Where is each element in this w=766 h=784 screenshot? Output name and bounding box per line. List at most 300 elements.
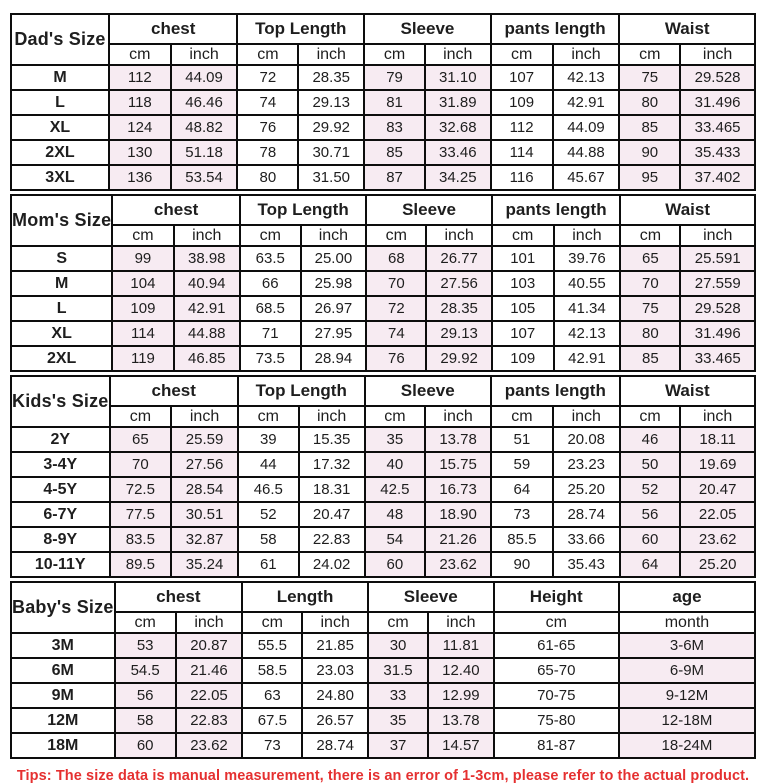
- table-row: [11, 321, 755, 346]
- size-value-cell: 54: [365, 527, 426, 552]
- table-row: [11, 477, 755, 502]
- size-value-cell: 34.25: [425, 165, 491, 190]
- size-value-cell: 28.54: [171, 477, 238, 502]
- size-value-cell: 118: [109, 90, 171, 115]
- table-row: [11, 115, 755, 140]
- size-value-cell: 75: [619, 65, 680, 90]
- size-value-cell: 87: [364, 165, 425, 190]
- unit-header: inch: [176, 612, 242, 633]
- column-header: pants length: [492, 195, 620, 225]
- size-value-cell: 22.83: [176, 708, 242, 733]
- size-value-cell: 31.89: [425, 90, 491, 115]
- table-row: [11, 271, 755, 296]
- size-value-cell: 33.46: [425, 140, 491, 165]
- size-value-cell: 28.35: [298, 65, 364, 90]
- section-label-babys: Baby's Size: [11, 582, 115, 633]
- size-value-cell: 40.94: [174, 271, 240, 296]
- size-value-cell: 60: [620, 527, 681, 552]
- size-value-cell: 29.92: [426, 346, 491, 371]
- size-value-cell: 38.98: [174, 246, 240, 271]
- size-value-cell: 59: [491, 452, 553, 477]
- table-row: [11, 427, 755, 452]
- column-header: age: [619, 582, 755, 612]
- table-row: [11, 658, 755, 683]
- size-value-cell: 29.528: [680, 296, 755, 321]
- column-header: Sleeve: [365, 376, 491, 406]
- row-size-label: XL: [11, 321, 112, 346]
- size-value-cell: 18-24M: [619, 733, 755, 758]
- size-value-cell: 42.91: [553, 90, 620, 115]
- size-value-cell: 20.08: [553, 427, 620, 452]
- size-value-cell: 33.465: [680, 115, 755, 140]
- size-value-cell: 112: [491, 115, 553, 140]
- size-value-cell: 77.5: [110, 502, 172, 527]
- size-value-cell: 22.83: [299, 527, 365, 552]
- size-value-cell: 74: [366, 321, 426, 346]
- unit-header: cm: [242, 612, 302, 633]
- size-value-cell: 28.74: [302, 733, 367, 758]
- table-row: [11, 246, 755, 271]
- row-size-label: L: [11, 90, 109, 115]
- unit-header: cm: [238, 406, 299, 427]
- size-value-cell: 99: [112, 246, 173, 271]
- unit-header: inch: [553, 406, 620, 427]
- size-value-cell: 65: [110, 427, 172, 452]
- size-value-cell: 42.91: [554, 346, 621, 371]
- size-value-cell: 63: [242, 683, 302, 708]
- size-value-cell: 30: [368, 633, 428, 658]
- size-value-cell: 31.496: [680, 321, 755, 346]
- size-value-cell: 70: [366, 271, 426, 296]
- size-value-cell: 23.62: [176, 733, 242, 758]
- size-value-cell: 65-70: [494, 658, 619, 683]
- size-value-cell: 124: [109, 115, 171, 140]
- size-value-cell: 25.20: [680, 552, 755, 577]
- unit-header: cm: [620, 406, 681, 427]
- table-row: [11, 708, 755, 733]
- size-value-cell: 104: [112, 271, 173, 296]
- size-value-cell: 31.50: [298, 165, 364, 190]
- size-value-cell: 20.87: [176, 633, 242, 658]
- unit-header: inch: [298, 44, 364, 65]
- size-value-cell: 28.35: [426, 296, 491, 321]
- unit-header: inch: [171, 44, 238, 65]
- size-value-cell: 73: [242, 733, 302, 758]
- size-value-cell: 109: [112, 296, 173, 321]
- size-value-cell: 35.433: [680, 140, 755, 165]
- size-value-cell: 18.90: [425, 502, 491, 527]
- size-value-cell: 25.00: [301, 246, 367, 271]
- size-value-cell: 18.11: [680, 427, 755, 452]
- size-value-cell: 58: [238, 527, 299, 552]
- size-value-cell: 112: [109, 65, 171, 90]
- unit-header: cm: [368, 612, 428, 633]
- size-value-cell: 20.47: [680, 477, 755, 502]
- row-size-label: 3-4Y: [11, 452, 110, 477]
- size-value-cell: 75: [620, 296, 680, 321]
- size-value-cell: 27.95: [301, 321, 367, 346]
- size-value-cell: 60: [365, 552, 426, 577]
- size-value-cell: 56: [620, 502, 681, 527]
- size-value-cell: 61: [238, 552, 299, 577]
- unit-header: cm: [619, 44, 680, 65]
- table-row: [11, 165, 755, 190]
- table-row: [11, 90, 755, 115]
- unit-header: cm: [364, 44, 425, 65]
- unit-header: cm: [366, 225, 426, 246]
- column-header: chest: [112, 195, 240, 225]
- size-value-cell: 119: [112, 346, 173, 371]
- table-row: [11, 552, 755, 577]
- section-label-dads: Dad's Size: [11, 14, 109, 65]
- size-value-cell: 21.26: [425, 527, 491, 552]
- size-value-cell: 25.591: [680, 246, 755, 271]
- size-value-cell: 11.81: [428, 633, 493, 658]
- unit-header: cm: [237, 44, 298, 65]
- size-value-cell: 35: [368, 708, 428, 733]
- size-value-cell: 16.73: [425, 477, 491, 502]
- size-value-cell: 26.77: [426, 246, 491, 271]
- size-value-cell: 85: [619, 115, 680, 140]
- size-value-cell: 68.5: [240, 296, 301, 321]
- size-value-cell: 80: [619, 90, 680, 115]
- size-value-cell: 85: [620, 346, 680, 371]
- size-value-cell: 130: [109, 140, 171, 165]
- row-size-label: 6-7Y: [11, 502, 110, 527]
- size-value-cell: 114: [491, 140, 553, 165]
- size-value-cell: 30.71: [298, 140, 364, 165]
- row-size-label: L: [11, 296, 112, 321]
- row-size-label: 12M: [11, 708, 115, 733]
- row-size-label: 3M: [11, 633, 115, 658]
- size-value-cell: 107: [491, 65, 553, 90]
- size-value-cell: 44.88: [553, 140, 620, 165]
- column-header: pants length: [491, 14, 620, 44]
- size-value-cell: 74: [237, 90, 298, 115]
- size-value-cell: 27.559: [680, 271, 755, 296]
- size-value-cell: 60: [115, 733, 176, 758]
- size-value-cell: 44.09: [553, 115, 620, 140]
- table-row: [11, 452, 755, 477]
- size-value-cell: 48: [365, 502, 426, 527]
- row-size-label: XL: [11, 115, 109, 140]
- size-value-cell: 33.465: [680, 346, 755, 371]
- size-value-cell: 42.13: [554, 321, 621, 346]
- size-value-cell: 68: [366, 246, 426, 271]
- unit-header: inch: [425, 44, 491, 65]
- size-value-cell: 25.20: [553, 477, 620, 502]
- row-size-label: S: [11, 246, 112, 271]
- size-value-cell: 46.85: [174, 346, 240, 371]
- size-value-cell: 27.56: [171, 452, 238, 477]
- column-header: Top Length: [237, 14, 364, 44]
- row-size-label: 2Y: [11, 427, 110, 452]
- size-value-cell: 9-12M: [619, 683, 755, 708]
- size-value-cell: 53: [115, 633, 176, 658]
- size-value-cell: 63.5: [240, 246, 301, 271]
- size-table-kids: [10, 375, 756, 578]
- size-value-cell: 14.57: [428, 733, 493, 758]
- size-value-cell: 12.40: [428, 658, 493, 683]
- column-header: Waist: [620, 195, 755, 225]
- size-value-cell: 28.94: [301, 346, 367, 371]
- size-value-cell: 89.5: [110, 552, 172, 577]
- unit-header: cm: [620, 225, 680, 246]
- size-value-cell: 6-9M: [619, 658, 755, 683]
- unit-header: inch: [301, 225, 367, 246]
- table-row: [11, 65, 755, 90]
- size-tables-container: [10, 13, 756, 759]
- size-value-cell: 54.5: [115, 658, 176, 683]
- section-label-moms: Mom's Size: [11, 195, 112, 246]
- size-value-cell: 81-87: [494, 733, 619, 758]
- column-header: Top Length: [240, 195, 366, 225]
- size-value-cell: 46.5: [238, 477, 299, 502]
- unit-header: month: [619, 612, 755, 633]
- row-size-label: 10-11Y: [11, 552, 110, 577]
- size-value-cell: 29.92: [298, 115, 364, 140]
- size-value-cell: 65: [620, 246, 680, 271]
- size-value-cell: 53.54: [171, 165, 238, 190]
- size-value-cell: 46.46: [171, 90, 238, 115]
- size-value-cell: 22.05: [680, 502, 755, 527]
- unit-header: inch: [299, 406, 365, 427]
- size-value-cell: 109: [491, 90, 553, 115]
- size-value-cell: 46: [620, 427, 681, 452]
- table-row: [11, 502, 755, 527]
- size-value-cell: 85.5: [491, 527, 553, 552]
- size-value-cell: 56: [115, 683, 176, 708]
- size-value-cell: 26.57: [302, 708, 367, 733]
- size-value-cell: 66: [240, 271, 301, 296]
- size-value-cell: 23.62: [425, 552, 491, 577]
- size-value-cell: 85: [364, 140, 425, 165]
- section-label-kids: Kids's Size: [11, 376, 110, 427]
- size-value-cell: 51.18: [171, 140, 238, 165]
- size-value-cell: 31.5: [368, 658, 428, 683]
- row-size-label: 18M: [11, 733, 115, 758]
- unit-header: cm: [240, 225, 301, 246]
- size-value-cell: 32.87: [171, 527, 238, 552]
- size-value-cell: 45.67: [553, 165, 620, 190]
- size-value-cell: 39: [238, 427, 299, 452]
- size-value-cell: 103: [492, 271, 554, 296]
- size-value-cell: 70: [620, 271, 680, 296]
- row-size-label: 9M: [11, 683, 115, 708]
- table-row: [11, 296, 755, 321]
- column-header: Waist: [620, 376, 755, 406]
- size-table-babys: [10, 581, 756, 759]
- size-value-cell: 44.09: [171, 65, 238, 90]
- size-value-cell: 24.80: [302, 683, 367, 708]
- table-row: [11, 683, 755, 708]
- size-value-cell: 48.82: [171, 115, 238, 140]
- size-value-cell: 67.5: [242, 708, 302, 733]
- size-value-cell: 81: [364, 90, 425, 115]
- size-value-cell: 13.78: [425, 427, 491, 452]
- column-header: chest: [115, 582, 243, 612]
- size-value-cell: 29.13: [426, 321, 491, 346]
- unit-header: cm: [491, 44, 553, 65]
- unit-header: inch: [174, 225, 240, 246]
- size-value-cell: 114: [112, 321, 173, 346]
- column-header: Height: [494, 582, 619, 612]
- size-value-cell: 71: [240, 321, 301, 346]
- size-value-cell: 116: [491, 165, 553, 190]
- size-value-cell: 23.62: [680, 527, 755, 552]
- column-header: Length: [242, 582, 368, 612]
- size-value-cell: 21.85: [302, 633, 367, 658]
- size-value-cell: 42.5: [365, 477, 426, 502]
- table-row: [11, 346, 755, 371]
- unit-header: inch: [171, 406, 238, 427]
- size-value-cell: 23.03: [302, 658, 367, 683]
- size-value-cell: 44.88: [174, 321, 240, 346]
- size-table-dads: [10, 13, 756, 191]
- size-value-cell: 39.76: [554, 246, 621, 271]
- unit-header: inch: [425, 406, 491, 427]
- size-value-cell: 30.51: [171, 502, 238, 527]
- size-value-cell: 51: [491, 427, 553, 452]
- size-value-cell: 21.46: [176, 658, 242, 683]
- size-value-cell: 105: [492, 296, 554, 321]
- unit-header: inch: [680, 225, 755, 246]
- column-header: chest: [109, 14, 238, 44]
- unit-header: cm: [110, 406, 172, 427]
- row-size-label: 8-9Y: [11, 527, 110, 552]
- size-table-moms: [10, 194, 756, 372]
- column-header: Sleeve: [368, 582, 494, 612]
- size-value-cell: 40.55: [554, 271, 621, 296]
- size-value-cell: 20.47: [299, 502, 365, 527]
- unit-header: inch: [302, 612, 367, 633]
- size-value-cell: 29.528: [680, 65, 755, 90]
- size-value-cell: 80: [237, 165, 298, 190]
- table-row: [11, 527, 755, 552]
- size-value-cell: 78: [237, 140, 298, 165]
- size-value-cell: 72: [366, 296, 426, 321]
- size-value-cell: 75-80: [494, 708, 619, 733]
- size-value-cell: 32.68: [425, 115, 491, 140]
- size-value-cell: 61-65: [494, 633, 619, 658]
- size-value-cell: 107: [492, 321, 554, 346]
- unit-header: cm: [491, 406, 553, 427]
- size-value-cell: 73: [491, 502, 553, 527]
- size-value-cell: 29.13: [298, 90, 364, 115]
- unit-header: inch: [680, 406, 755, 427]
- unit-header: cm: [494, 612, 619, 633]
- unit-header: cm: [365, 406, 426, 427]
- size-value-cell: 31.496: [680, 90, 755, 115]
- size-value-cell: 70: [110, 452, 172, 477]
- size-value-cell: 22.05: [176, 683, 242, 708]
- unit-header: inch: [553, 44, 620, 65]
- row-size-label: 4-5Y: [11, 477, 110, 502]
- column-header: pants length: [491, 376, 620, 406]
- row-size-label: M: [11, 65, 109, 90]
- size-value-cell: 64: [491, 477, 553, 502]
- size-value-cell: 136: [109, 165, 171, 190]
- size-value-cell: 18.31: [299, 477, 365, 502]
- size-value-cell: 15.35: [299, 427, 365, 452]
- size-value-cell: 95: [619, 165, 680, 190]
- size-value-cell: 31.10: [425, 65, 491, 90]
- row-size-label: 3XL: [11, 165, 109, 190]
- size-value-cell: 27.56: [426, 271, 491, 296]
- row-size-label: 2XL: [11, 140, 109, 165]
- size-value-cell: 76: [366, 346, 426, 371]
- size-value-cell: 35.24: [171, 552, 238, 577]
- unit-header: inch: [428, 612, 493, 633]
- unit-header: inch: [426, 225, 491, 246]
- size-value-cell: 58: [115, 708, 176, 733]
- size-value-cell: 52: [238, 502, 299, 527]
- size-value-cell: 58.5: [242, 658, 302, 683]
- column-header: Sleeve: [364, 14, 490, 44]
- size-value-cell: 12-18M: [619, 708, 755, 733]
- size-value-cell: 25.98: [301, 271, 367, 296]
- row-size-label: 2XL: [11, 346, 112, 371]
- size-value-cell: 23.23: [553, 452, 620, 477]
- size-value-cell: 41.34: [554, 296, 621, 321]
- size-value-cell: 50: [620, 452, 681, 477]
- size-value-cell: 28.74: [553, 502, 620, 527]
- size-value-cell: 12.99: [428, 683, 493, 708]
- row-size-label: M: [11, 271, 112, 296]
- size-value-cell: 33: [368, 683, 428, 708]
- size-value-cell: 101: [492, 246, 554, 271]
- column-header: Waist: [619, 14, 755, 44]
- size-value-cell: 76: [237, 115, 298, 140]
- size-value-cell: 24.02: [299, 552, 365, 577]
- unit-header: cm: [112, 225, 173, 246]
- size-value-cell: 109: [492, 346, 554, 371]
- table-row: [11, 733, 755, 758]
- size-value-cell: 52: [620, 477, 681, 502]
- size-value-cell: 72.5: [110, 477, 172, 502]
- size-value-cell: 35: [365, 427, 426, 452]
- size-value-cell: 37: [368, 733, 428, 758]
- size-value-cell: 79: [364, 65, 425, 90]
- table-row: [11, 140, 755, 165]
- unit-header: cm: [492, 225, 554, 246]
- row-size-label: 6M: [11, 658, 115, 683]
- unit-header: inch: [554, 225, 621, 246]
- size-value-cell: 37.402: [680, 165, 755, 190]
- size-value-cell: 80: [620, 321, 680, 346]
- size-value-cell: 64: [620, 552, 681, 577]
- size-value-cell: 19.69: [680, 452, 755, 477]
- size-value-cell: 3-6M: [619, 633, 755, 658]
- size-value-cell: 83.5: [110, 527, 172, 552]
- unit-header: cm: [115, 612, 176, 633]
- table-row: [11, 633, 755, 658]
- size-value-cell: 55.5: [242, 633, 302, 658]
- size-value-cell: 83: [364, 115, 425, 140]
- unit-header: inch: [680, 44, 755, 65]
- size-value-cell: 33.66: [553, 527, 620, 552]
- size-value-cell: 40: [365, 452, 426, 477]
- size-value-cell: 42.91: [174, 296, 240, 321]
- column-header: Top Length: [238, 376, 365, 406]
- size-value-cell: 42.13: [553, 65, 620, 90]
- size-value-cell: 44: [238, 452, 299, 477]
- size-value-cell: 90: [619, 140, 680, 165]
- size-value-cell: 25.59: [171, 427, 238, 452]
- size-value-cell: 70-75: [494, 683, 619, 708]
- size-value-cell: 73.5: [240, 346, 301, 371]
- column-header: chest: [110, 376, 238, 406]
